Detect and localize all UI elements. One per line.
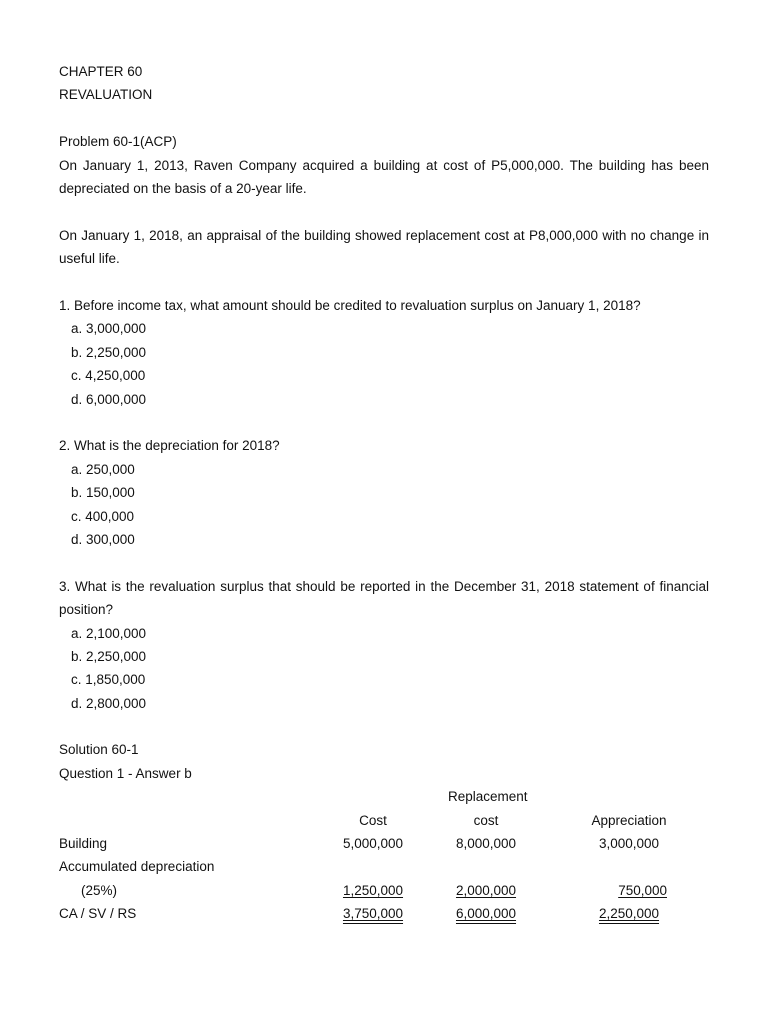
table-row-accum-cost: 1,250,000 [342,882,404,898]
question-2-choice-d: d. 300,000 [71,531,135,547]
table-header-replacement-cost: cost [473,812,499,828]
question-3 [59,575,709,715]
question-3-choice-a: a. 2,100,000 [71,625,147,641]
table-row-building-replacement: 8,000,000 [455,836,517,852]
problem-title: Problem 60-1(ACP) [59,134,177,150]
question-1-choice-d: d. 6,000,000 [71,391,147,407]
solution-title: Solution 60-1 [59,742,139,758]
question-3-choice-b: b. 2,250,000 [71,648,147,664]
table-row-total-replacement: 6,000,000 [455,906,517,922]
question-3-choice-c: c. 1,850,000 [71,672,146,688]
question-1-choice-b: b. 2,250,000 [71,344,147,360]
table-row-accum-replacement: 2,000,000 [455,882,517,898]
question-1-text: 1. Before income tax, what amount should be credited to revaluation surplus on January 1, 2018? [59,297,641,313]
table-row-accum-label: Accumulated depreciation [59,859,215,875]
question-2-choice-c: c. 400,000 [71,508,135,524]
chapter-heading: CHAPTER 60 [59,64,143,79]
question-3-text: 3. What is the revaluation surplus that should be reported in the December 31, 2018 statement of financial position? [59,578,709,618]
solution-question-1-answer: Question 1 - Answer b [59,765,192,781]
document-page [59,60,709,926]
table-row-accum-sublabel: (25%) [81,882,118,898]
question-2 [59,434,709,551]
problem-paragraph-2: On January 1, 2018, an appraisal of the building showed replacement cost at P8,000,000 with no change in useful life. [59,227,709,267]
appreciation-table [59,785,709,902]
table-row-building-appreciation: 3,000,000 [598,836,660,852]
question-1 [59,294,709,411]
question-1-choice-c: c. 4,250,000 [71,368,146,384]
table-header-cost: Cost [359,812,387,828]
question-2-text: 2. What is the depreciation for 2018? [59,438,280,454]
question-2-choice-a: a. 250,000 [71,461,135,477]
table-row-building-cost: 5,000,000 [342,836,404,852]
table-row-total-label: CA / SV / RS [59,906,137,922]
table-row-total-appreciation: 2,250,000 [598,906,660,922]
question-1-choice-a: a. 3,000,000 [71,321,147,337]
table-row-accum-appreciation: 750,000 [618,882,667,898]
table-header-replacement: Replacement [448,789,528,805]
problem-paragraph-1: On January 1, 2013, Raven Company acquired a building at cost of P5,000,000. The building has been depreciated on the basis of a 20-year life. [59,157,709,196]
question-2-choice-b: b. 150,000 [71,485,135,501]
table-row-building-label: Building [59,836,108,852]
appreciation-table-total [59,902,709,925]
question-3-choice-d: d. 2,800,000 [71,695,147,711]
chapter-topic: REVALUATION [59,87,153,103]
table-row-total-cost: 3,750,000 [342,906,404,922]
table-header-appreciation: Appreciation [591,812,667,828]
